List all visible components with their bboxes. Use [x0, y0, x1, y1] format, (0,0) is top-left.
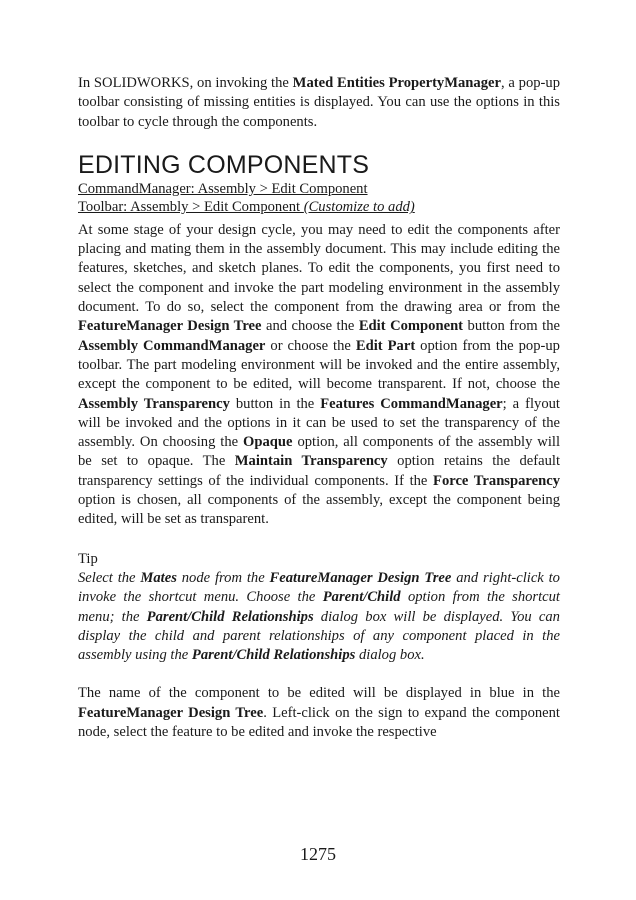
mated-entities-term: Mated Entities PropertyManager	[292, 75, 501, 91]
section-heading: EDITING COMPONENTS	[78, 150, 370, 179]
body-paragraph-2: The name of the component to be edited will be displayed in blue in the FeatureManager Design Tree. Left-click on the sign to expand the component node, select the feature to be edited and invoke the respective	[78, 685, 560, 741]
page-number: 1275	[300, 844, 336, 864]
page-content	[78, 70, 560, 742]
command-manager-path: CommandManager: Assembly > Edit Component	[78, 180, 368, 197]
toolbar-path: Toolbar: Assembly > Edit Component (Customize to add)	[78, 199, 415, 216]
tip-label: Tip	[78, 550, 98, 567]
tip-box	[78, 569, 560, 665]
body-paragraph-1: At some stage of your design cycle, you may need to edit the components after placing and mating them in the assembly document. This may include editing the features, sketches, and sketch planes. To edit the components, you first need to select the component and invoke the part modeling environment in the assembly document. To do so, select the component from the drawing area or from the FeatureManager Design Tree and choose the Edit Component button from the Assembly CommandManager or choose the Edit Part option from the pop-up toolbar. The part modeling environment will be invoked and the entire assembly, except the component to be edited, will become transparent. If not, choose the Assembly Transparency button in the Features CommandManager; a flyout will be invoked and the options in it can be used to set the transparency of the assembly. On choosing the Opaque option, all components of the assembly will be set to opaque. The Maintain Transparency option retains the default transparency settings of the individual components. If the Force Transparency option is chosen, all components of the assembly, except the component being edited, will be set as transparent.	[78, 221, 561, 528]
toolbar-note: (Customize to add)	[303, 199, 415, 216]
tip-paragraph: Select the Mates node from the FeatureManager Design Tree and right-click to invoke the shortcut menu. Choose the Parent/Child option from the shortcut menu; the Parent/Child Relationships dialog box will be displayed. You can display the child and parent relationships of any component placed in the assembly using the Parent/Child Relationships dialog box.	[78, 569, 560, 664]
intro-paragraph: In SOLIDWORKS, on invoking the Mated Entities PropertyManager, a pop-up toolbar consisting of missing entities is displayed. You can use the options in this toolbar to cycle through the components.	[78, 75, 560, 130]
